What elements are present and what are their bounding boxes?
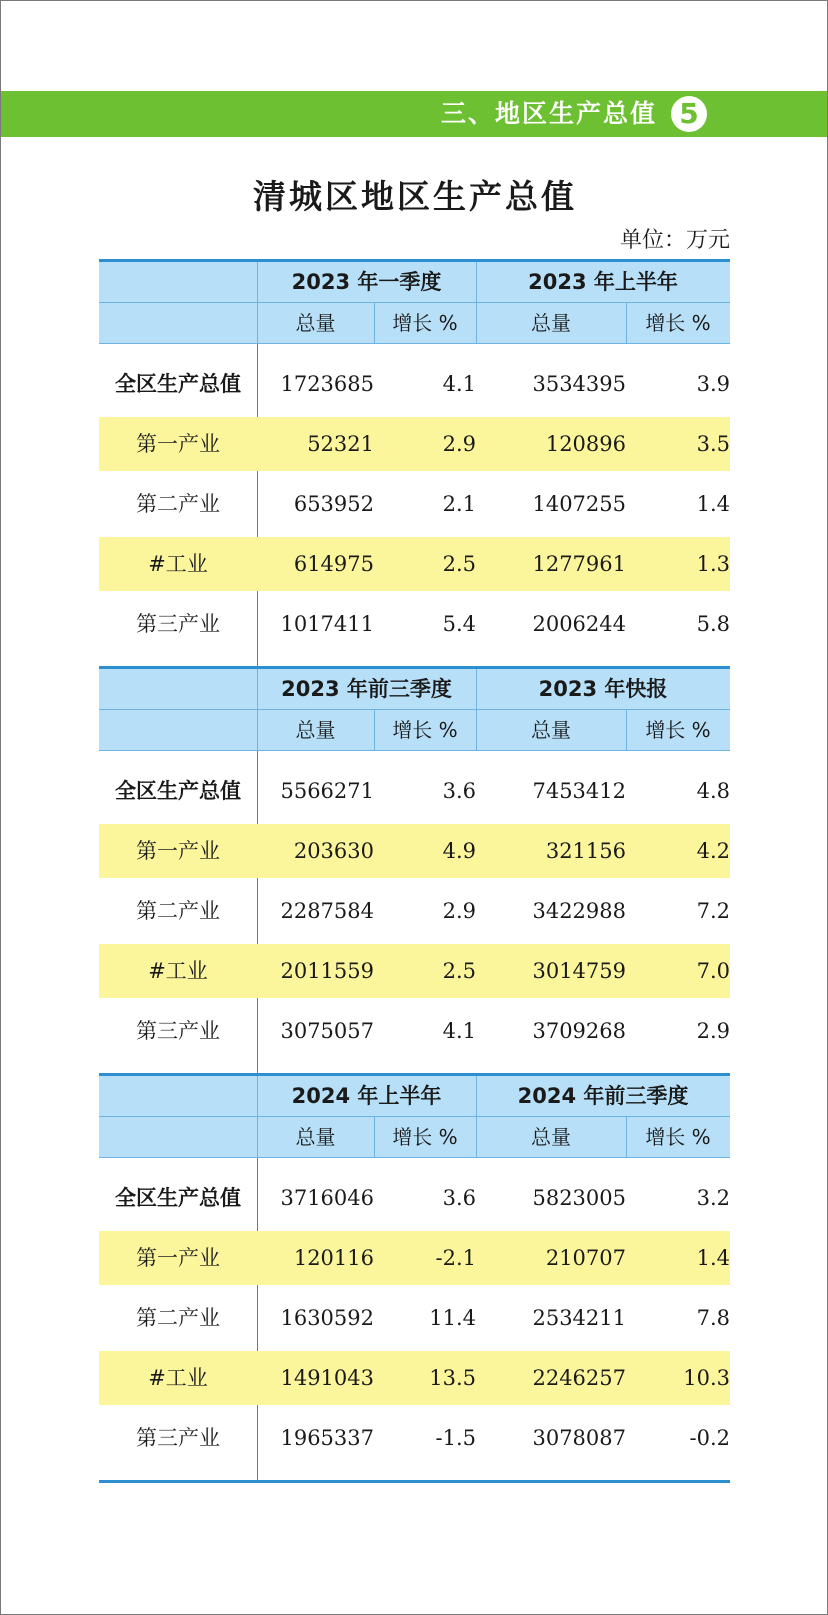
table-cell: 203630	[293, 839, 374, 863]
table-section	[99, 259, 730, 666]
period-label: 2023 年快报	[538, 677, 668, 701]
table-cell: 7.0	[696, 959, 730, 983]
table-cell: 1017411	[280, 612, 374, 636]
period-label: 2023 年上半年	[528, 270, 678, 294]
period-header-row	[99, 259, 730, 302]
table-cell: 653952	[293, 492, 374, 516]
document-title: 清城区地区生产总值	[253, 177, 577, 216]
row-label: #工业	[148, 959, 208, 983]
row-label: 第一产业	[136, 432, 220, 456]
table-cell: 1630592	[280, 1306, 374, 1330]
row-label: 第一产业	[136, 839, 220, 863]
period-label: 2023 年一季度	[291, 270, 442, 294]
table-cell: 2.9	[442, 899, 476, 923]
table-cell: 3716046	[280, 1186, 374, 1210]
row-label: 第二产业	[136, 492, 220, 516]
table-cell: 3534395	[532, 372, 626, 396]
table-cell: 5566271	[280, 779, 374, 803]
table-cell: 3078087	[532, 1426, 626, 1450]
chapter-title: 三、地区生产总值	[440, 99, 657, 128]
table-row	[99, 1291, 730, 1345]
table-cell: 1723685	[280, 372, 374, 396]
column-header-total: 总量	[295, 1125, 336, 1149]
table-cell: 4.8	[696, 779, 730, 803]
table-cell: 2.5	[442, 959, 476, 983]
table-cell: 120116	[293, 1246, 374, 1270]
row-label: 全区生产总值	[115, 372, 241, 396]
table-row	[99, 537, 730, 591]
table-row	[99, 417, 730, 471]
table-body	[99, 1158, 730, 1480]
column-header-growth: 增长 %	[392, 311, 458, 335]
table-cell: 7453412	[532, 779, 626, 803]
table-section	[99, 666, 730, 1073]
table-cell: 5.8	[696, 612, 730, 636]
table-cell: -0.2	[689, 1426, 730, 1450]
gdp-table	[99, 259, 730, 1483]
table-cell: 2006244	[532, 612, 626, 636]
table-row	[99, 357, 730, 411]
table-cell: 4.1	[442, 372, 476, 396]
column-header-total: 总量	[531, 1125, 571, 1149]
table-row	[99, 764, 730, 818]
table-cell: 1277961	[532, 552, 626, 576]
table-cell: 2246257	[532, 1366, 626, 1390]
table-cell: 4.1	[442, 1019, 476, 1043]
table-cell: 614975	[293, 552, 374, 576]
table-cell: 52321	[307, 432, 374, 456]
table-cell: 1407255	[532, 492, 626, 516]
table-cell: 321156	[545, 839, 626, 863]
unit-label: 单位：万元	[619, 228, 730, 253]
row-label: 全区生产总值	[115, 1186, 241, 1210]
row-label: #工业	[148, 552, 208, 576]
table-cell: 1.3	[696, 552, 730, 576]
row-label: 第一产业	[136, 1246, 220, 1270]
table-body	[99, 344, 730, 666]
table-cell: 1965337	[280, 1426, 374, 1450]
table-cell: 2.1	[442, 492, 476, 516]
column-header-row	[99, 1116, 730, 1158]
table-cell: 2.5	[442, 552, 476, 576]
column-header-growth: 增长 %	[645, 311, 711, 335]
table-row	[99, 477, 730, 531]
table-cell: 7.2	[696, 899, 730, 923]
table-cell: -2.1	[435, 1246, 476, 1270]
period-header-row	[99, 666, 730, 709]
column-header-growth: 增长 %	[392, 1125, 458, 1149]
table-cell: 13.5	[429, 1366, 476, 1390]
table-cell: 3.6	[442, 1186, 476, 1210]
column-header-growth: 增长 %	[392, 718, 458, 742]
table-cell: 7.8	[696, 1306, 730, 1330]
table-cell: 3.2	[696, 1186, 730, 1210]
table-row	[99, 1171, 730, 1225]
table-cell: 3422988	[532, 899, 626, 923]
table-cell: 4.9	[442, 839, 476, 863]
table-body	[99, 751, 730, 1073]
table-cell: 1491043	[280, 1366, 374, 1390]
column-header-total: 总量	[295, 311, 336, 335]
table-cell: 2287584	[280, 899, 374, 923]
table-section	[99, 1073, 730, 1480]
table-cell: 3709268	[532, 1019, 626, 1043]
period-header-row	[99, 1073, 730, 1116]
column-header-row	[99, 709, 730, 751]
table-cell: 1.4	[696, 492, 730, 516]
table-row	[99, 1411, 730, 1465]
row-label: 第三产业	[136, 1426, 220, 1450]
row-label: 第三产业	[136, 1019, 220, 1043]
table-row	[99, 1004, 730, 1058]
table-cell: 120896	[545, 432, 626, 456]
table-cell: 3.5	[696, 432, 730, 456]
row-label: 第二产业	[136, 1306, 220, 1330]
table-cell: 2.9	[696, 1019, 730, 1043]
page-number-badge: 5	[671, 96, 707, 132]
row-label: #工业	[148, 1366, 208, 1390]
period-label: 2024 年前三季度	[517, 1084, 689, 1108]
row-label: 第三产业	[136, 612, 220, 636]
table-row	[99, 824, 730, 878]
period-label: 2024 年上半年	[291, 1084, 442, 1108]
table-cell: 2011559	[280, 959, 374, 983]
table-cell: 4.2	[696, 839, 730, 863]
row-label: 全区生产总值	[115, 779, 241, 803]
column-header-total: 总量	[531, 311, 571, 335]
table-cell: 1.4	[696, 1246, 730, 1270]
column-header-growth: 增长 %	[645, 1125, 711, 1149]
chapter-banner	[1, 91, 827, 137]
table-cell: 3075057	[280, 1019, 374, 1043]
column-header-row	[99, 302, 730, 344]
table-cell: 5823005	[532, 1186, 626, 1210]
column-header-growth: 增长 %	[645, 718, 711, 742]
table-cell: 5.4	[442, 612, 476, 636]
table-cell: 3014759	[532, 959, 626, 983]
table-row	[99, 1231, 730, 1285]
table-row	[99, 944, 730, 998]
table-cell: -1.5	[435, 1426, 476, 1450]
table-cell: 2.9	[442, 432, 476, 456]
table-cell: 210707	[545, 1246, 626, 1270]
table-cell: 10.3	[683, 1366, 730, 1390]
table-row	[99, 884, 730, 938]
table-row	[99, 1351, 730, 1405]
column-header-total: 总量	[295, 718, 336, 742]
column-header-total: 总量	[531, 718, 571, 742]
table-cell: 3.9	[696, 372, 730, 396]
table-cell: 2534211	[532, 1306, 626, 1330]
table-cell: 3.6	[442, 779, 476, 803]
table-bottom-rule	[99, 1480, 730, 1483]
period-label: 2023 年前三季度	[281, 677, 452, 701]
table-cell: 11.4	[429, 1306, 476, 1330]
row-label: 第二产业	[136, 899, 220, 923]
table-row	[99, 597, 730, 651]
